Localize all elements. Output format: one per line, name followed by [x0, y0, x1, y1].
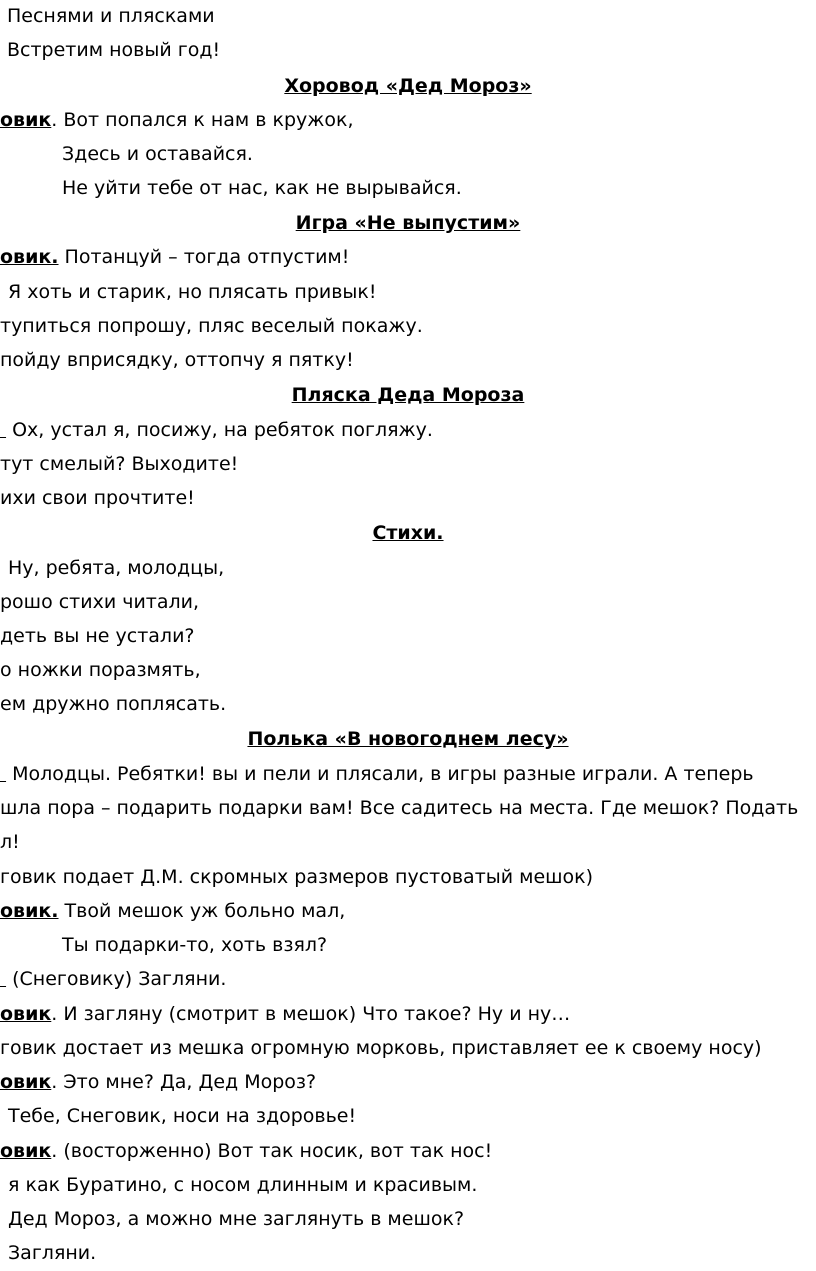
speaker-line — [0, 245, 349, 269]
text-line: Не уйти тебе от нас, как не вырывайся. — [62, 177, 462, 199]
text-line: Я хоть и старик, но плясать привык! — [8, 281, 377, 303]
speaker-mark — [0, 763, 6, 785]
text-line: говик подает Д.М. скромных размеров пустоватый мешок) — [0, 866, 594, 888]
speaker-name: овик. — [0, 246, 59, 268]
speaker-name: овик — [0, 1071, 52, 1093]
text-line: Тебе, Снеговик, носи на здоровье! — [8, 1105, 357, 1127]
text-line: ихи свои прочтите! — [0, 487, 195, 509]
text-line: тут смелый? Выходите! — [0, 453, 239, 475]
speaker-text: Потанцуй – тогда отпустим! — [58, 246, 350, 268]
text-line: я как Буратино, с носом длинным и красивым. — [8, 1174, 478, 1196]
speaker-text: . Вот попался к нам в кружок, — [51, 109, 354, 131]
text-line: шла пора – подарить подарки вам! Все садитесь на места. Где мешок? Подать — [0, 797, 799, 819]
speaker-text: (Снеговику) Загляни. — [12, 968, 227, 990]
speaker-name: овик — [0, 109, 52, 131]
text-line: деть вы не устали? — [0, 625, 195, 647]
text-line — [0, 762, 754, 786]
text-line: Ну, ребята, молодцы, — [8, 557, 225, 579]
speaker-line — [0, 1070, 316, 1094]
speaker-line — [0, 899, 345, 923]
text-line: Ты подарки-то, хоть взял? — [62, 934, 328, 956]
text-line: о ножки поразмять, — [0, 659, 201, 681]
text-line — [0, 418, 433, 442]
text-line: Встретим новый год! — [7, 39, 221, 61]
speaker-name: овик — [0, 1003, 52, 1025]
speaker-mark — [0, 419, 6, 441]
text-line: Загляни. — [8, 1242, 97, 1264]
text-line: говик достает из мешка огромную морковь, приставляет ее к своему носу) — [0, 1037, 762, 1059]
text-line: Дед Мороз, а можно мне заглянуть в мешок? — [8, 1208, 465, 1230]
section-heading: Пляска Деда Мороза — [291, 384, 525, 406]
speaker-text: . И загляну (смотрит в мешок) Что такое? Ну и ну… — [51, 1003, 571, 1025]
speaker-mark — [0, 968, 6, 990]
text-line: ем дружно поплясать. — [0, 693, 227, 715]
speaker-name: овик — [0, 1140, 52, 1162]
speaker-line — [0, 1002, 570, 1026]
section-heading: Стихи. — [372, 522, 444, 544]
speaker-line — [0, 1139, 492, 1163]
speaker-text: Ох, устал я, посижу, на ребяток погляжу. — [12, 419, 433, 441]
text-line: л! — [0, 831, 20, 853]
section-heading: Игра «Не выпустим» — [295, 212, 521, 234]
text-line: пойду вприсядку, оттопчу я пятку! — [0, 349, 354, 371]
speaker-text: . (восторженно) Вот так носик, вот так нос! — [51, 1140, 493, 1162]
text-line: Здесь и оставайся. — [62, 143, 253, 165]
speaker-name: овик. — [0, 900, 59, 922]
text-line: Песнями и плясками — [7, 5, 215, 27]
section-heading: Хоровод «Дед Мороз» — [284, 75, 532, 97]
text-line — [0, 967, 226, 991]
text-line: рошо стихи читали, — [0, 591, 200, 613]
section-heading: Полька «В новогоднем лесу» — [247, 728, 569, 750]
speaker-line — [0, 108, 354, 132]
speaker-text: Молодцы. Ребятки! вы и пели и плясали, в игры разные играли. А теперь — [12, 763, 754, 785]
speaker-text: Твой мешок уж больно мал, — [58, 900, 346, 922]
speaker-text: . Это мне? Да, Дед Мороз? — [51, 1071, 317, 1093]
text-line: тупиться попрошу, пляс веселый покажу. — [0, 315, 423, 337]
